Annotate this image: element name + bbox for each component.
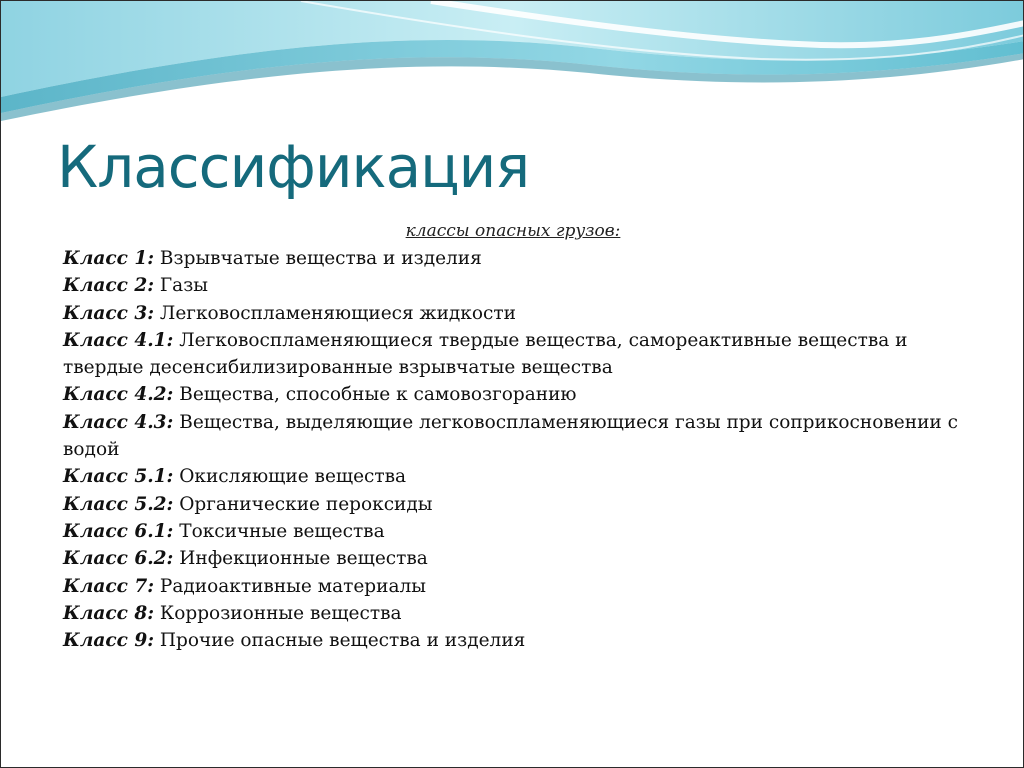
class-text: Органические пероксиды xyxy=(173,493,433,515)
class-text: Взрывчатые вещества и изделия xyxy=(154,248,482,269)
list-item xyxy=(63,600,963,627)
class-text: Легковоспламеняющиеся жидкости xyxy=(154,302,516,324)
class-label: Класс 1: xyxy=(63,248,155,269)
page-title: Классификация xyxy=(57,133,530,201)
class-label: Класс 9: xyxy=(63,630,155,652)
class-list xyxy=(63,245,963,654)
list-item xyxy=(63,300,963,327)
subtitle-text: классы опасных грузов: xyxy=(405,221,621,241)
list-item xyxy=(63,491,963,518)
class-label: Класс 4.3: xyxy=(63,411,174,433)
class-label: Класс 3: xyxy=(63,302,155,324)
class-text: Прочие опасные вещества и изделия xyxy=(154,630,526,652)
class-label: Класс 2: xyxy=(63,275,155,297)
class-label: Класс 6.2: xyxy=(63,548,174,570)
subtitle xyxy=(1,221,1024,241)
class-text: Коррозионные вещества xyxy=(154,602,402,624)
list-item xyxy=(63,272,963,299)
class-label: Класс 5.1: xyxy=(63,466,174,488)
class-label: Класс 4.1: xyxy=(63,329,174,351)
class-text: Легковоспламеняющиеся твердые вещества, самореактивные вещества и твердые десенсибилизированные взрывчатые вещества xyxy=(63,329,908,379)
class-label: Класс 6.1: xyxy=(63,520,174,542)
list-item xyxy=(63,409,963,464)
list-item xyxy=(63,518,963,545)
class-text: Окисляющие вещества xyxy=(173,466,407,488)
list-item xyxy=(63,327,963,382)
class-text: Инфекционные вещества xyxy=(173,548,428,570)
list-item xyxy=(63,545,963,572)
class-text: Газы xyxy=(154,275,209,297)
class-text: Токсичные вещества xyxy=(173,520,385,542)
list-item xyxy=(63,627,963,654)
class-label: Класс 8: xyxy=(63,602,155,624)
list-item xyxy=(63,381,963,408)
list-item xyxy=(63,463,963,490)
class-label: Класс 4.2: xyxy=(63,384,174,406)
list-item xyxy=(63,245,963,272)
class-label: Класс 7: xyxy=(63,575,155,597)
class-text: Радиоактивные материалы xyxy=(154,575,426,597)
list-item xyxy=(63,573,963,600)
class-text: Вещества, выделяющие легковоспламеняющиеся газы при соприкосновении с водой xyxy=(63,411,958,461)
wave-decoration-icon xyxy=(1,1,1024,131)
class-label: Класс 5.2: xyxy=(63,493,174,515)
class-text: Вещества, способные к самовозгоранию xyxy=(173,384,577,406)
